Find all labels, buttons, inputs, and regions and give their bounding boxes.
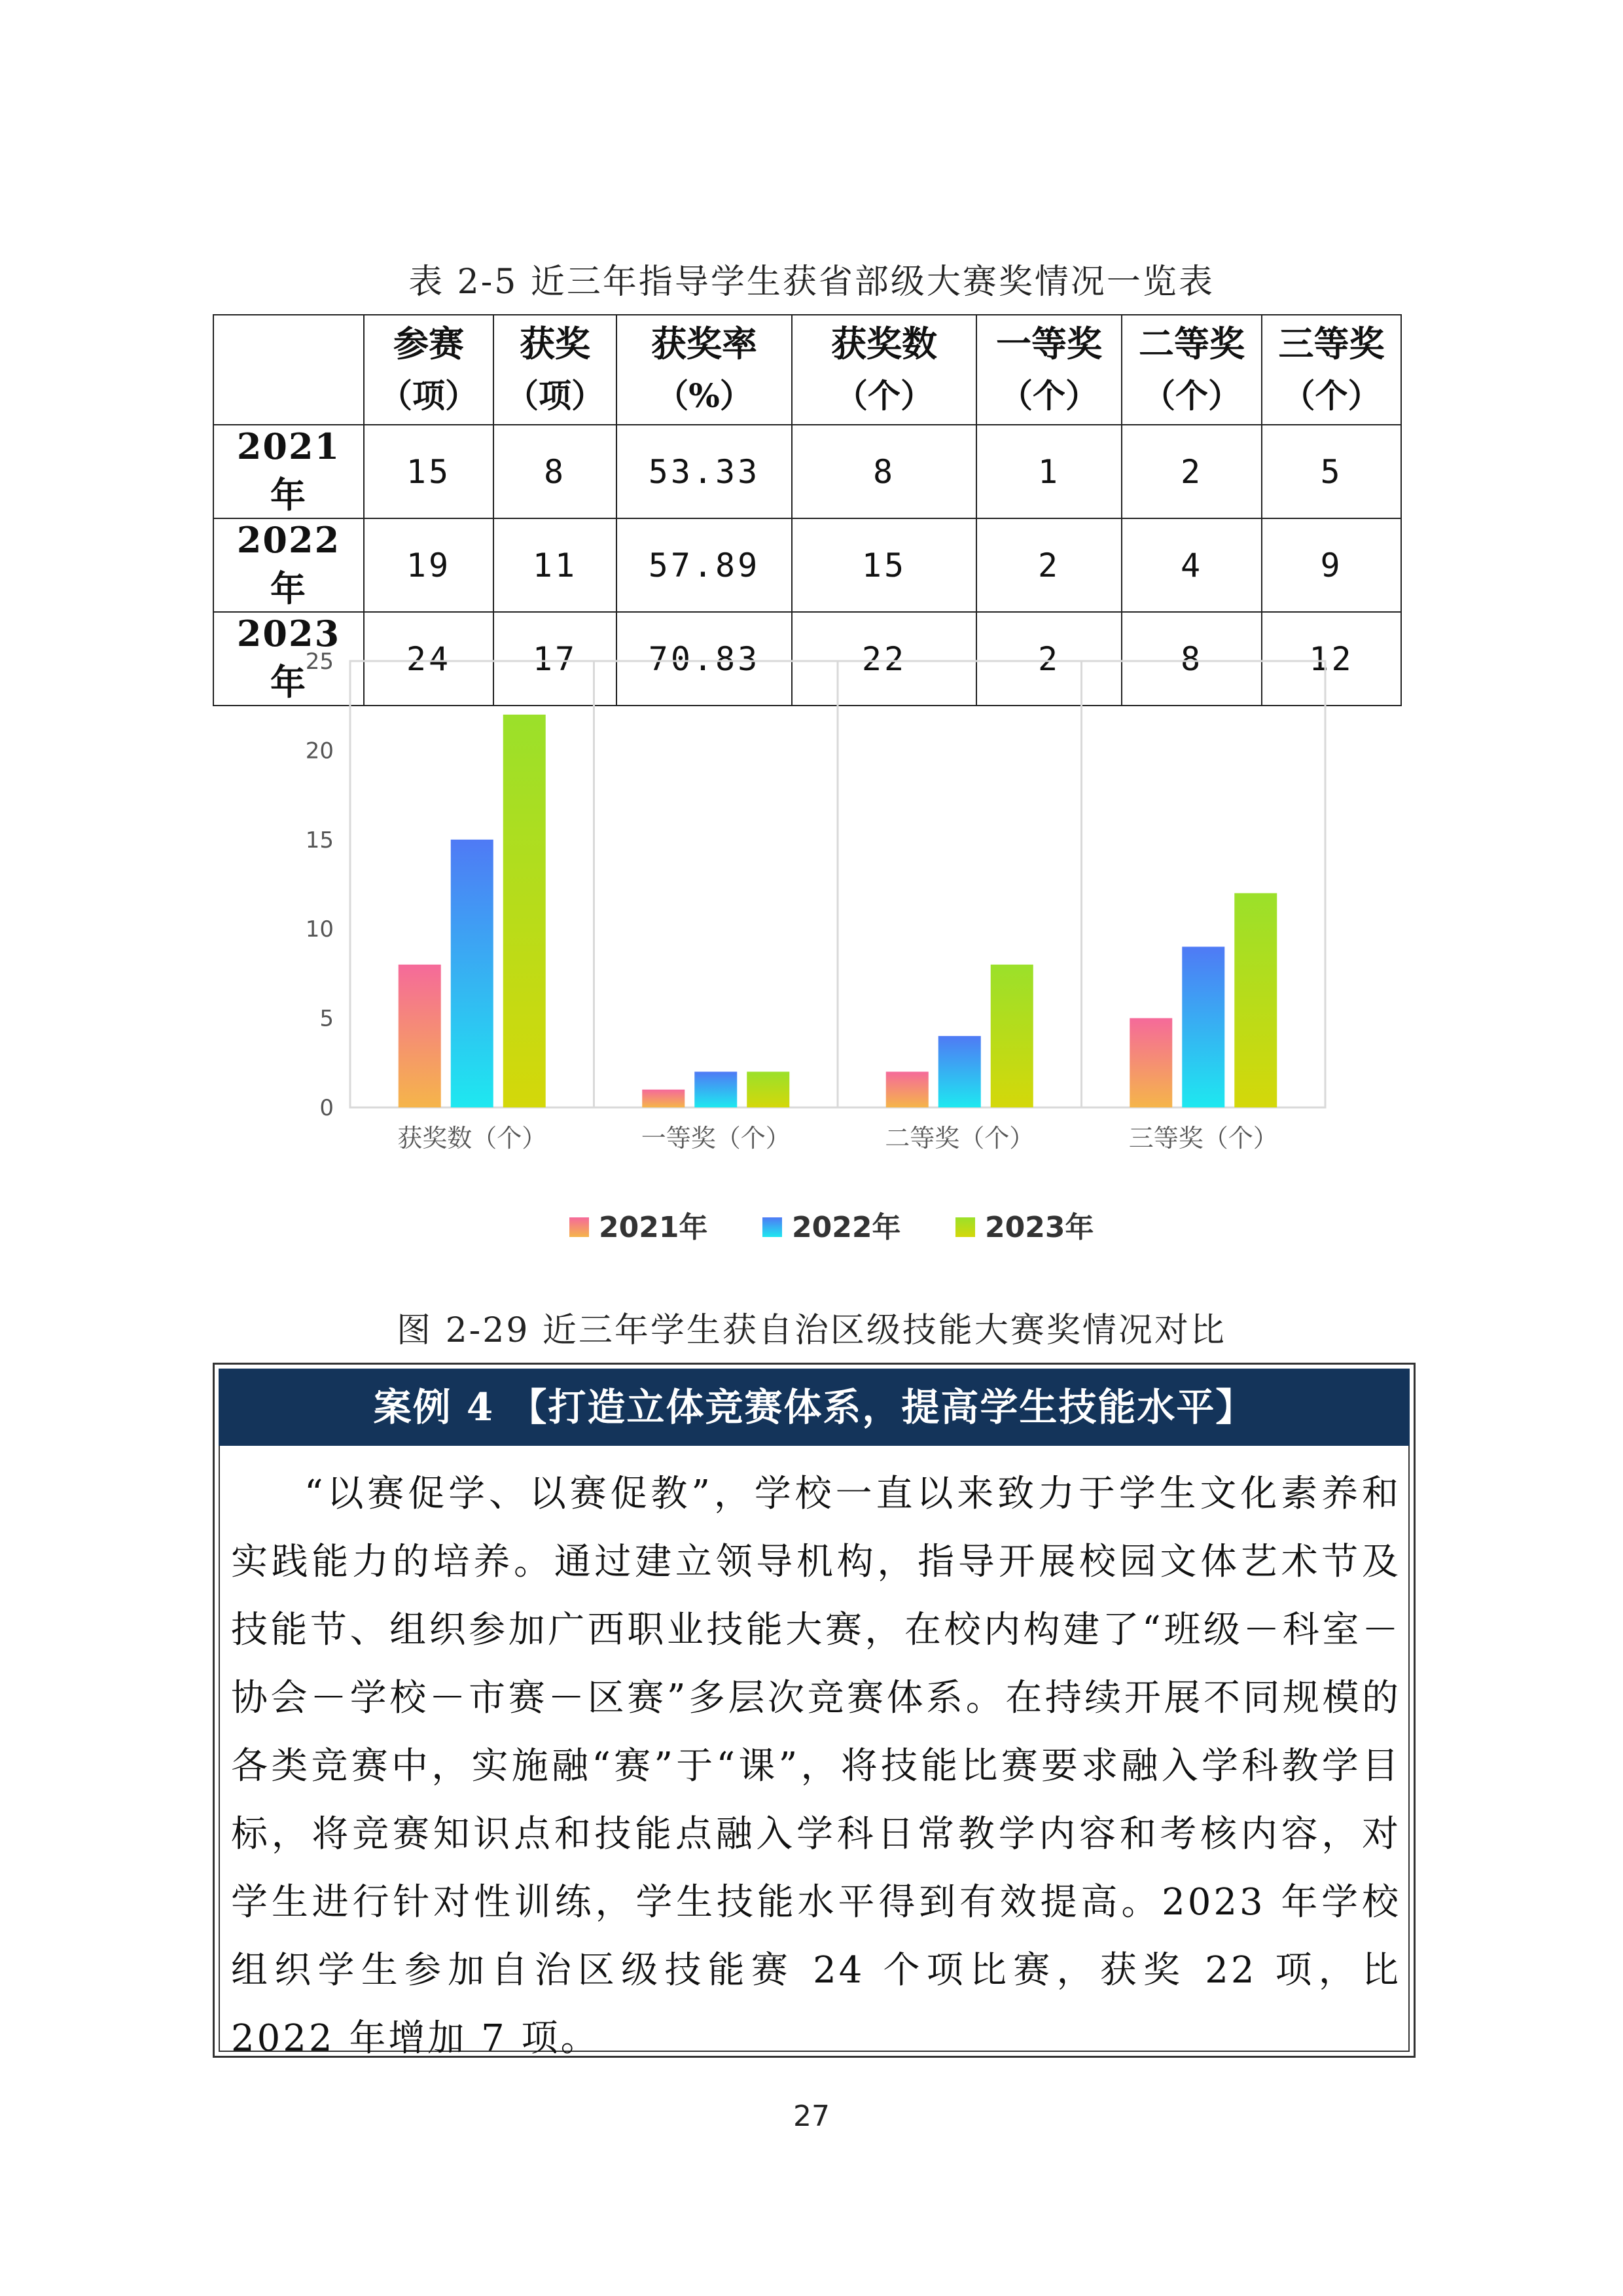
category-label: 获奖数（个） [397,1124,547,1153]
table-cell: 8 [1122,612,1262,706]
bar [503,715,546,1107]
header-unit: （个） [835,376,933,415]
header-name: 获奖数 [831,323,937,365]
table-cell: 57.89 [616,518,792,612]
category-label: 三等奖（个） [1128,1124,1278,1153]
table-cell: 8 [792,425,976,518]
header-unit: （项） [506,376,604,415]
header-cell [493,315,616,425]
row-year: 2023 年 [213,612,364,706]
header-name: 获奖 [520,323,590,365]
table-header-row [213,315,1401,425]
table-cell: 15 [364,425,493,518]
table-cell: 15 [792,518,976,612]
legend-label: 2022年 [792,1211,901,1244]
bar [1130,1018,1172,1107]
page-number: 27 [793,2100,830,2133]
table-cell: 2 [976,518,1122,612]
category-label: 一等奖（个） [641,1124,791,1153]
table-cell: 1 [976,425,1122,518]
legend-swatch [955,1217,975,1237]
table-cell: 53.33 [616,425,792,518]
row-year: 2022 年 [213,518,364,612]
table-cell: 11 [493,518,616,612]
header-unit: （项） [380,376,478,415]
y-tick-label: 20 [305,738,334,764]
legend-swatch [569,1217,589,1237]
table-cell: 24 [364,612,493,706]
y-tick-label: 10 [305,916,334,943]
header-cell [616,315,792,425]
table-caption: 表 2-5 近三年指导学生获省部级大赛奖情况一览表 [408,262,1215,302]
header-cell [1122,315,1262,425]
bar [451,840,493,1107]
table-cell: 2 [1122,425,1262,518]
table-cell: 22 [792,612,976,706]
bar [399,965,441,1107]
header-unit: （个） [1000,376,1098,415]
table-cell: 9 [1262,518,1401,612]
y-tick-label: 5 [319,1005,334,1032]
bar [642,1090,685,1107]
case-study-box [213,1363,1416,2058]
table-cell: 4 [1122,518,1262,612]
table-cell: 2 [976,612,1122,706]
case-body-text: “以赛促学、以赛促教”，学校一直以来致力于学生文化素养和实践能力的培养。通过建立领导机构，指导开展校园文体艺术节及技能节、组织参加广西职业技能大赛，在校内构建了“班级－科室－协会－学校－市赛－区赛”多层次竞赛体系。在持续开展不同规模的各类竞赛中，实施融“赛”于“课”，将技能比赛要求融入学科教学目标，将竞赛知识点和技能点融入学科日常教学内容和考核内容，对学生进行针对性训练，学生技能水平得到有效提高。2023 年学校组织学生参加自治区级技能赛 24 个项比赛，获奖 22 项，比 2022 年增加 7 项。 [231,1473,1401,2060]
bar [1182,946,1224,1107]
bar [694,1071,737,1107]
header-name: 二等奖 [1139,323,1245,365]
table-row [213,425,1401,518]
y-tick-label: 15 [305,827,334,853]
header-cell [364,315,493,425]
row-year: 2021 年 [213,425,364,518]
table-cell: 12 [1262,612,1401,706]
table-cell: 8 [493,425,616,518]
awards-bar-chart [288,641,1348,1289]
bar [886,1071,929,1107]
header-unit: （个） [1282,376,1381,415]
category-label: 二等奖（个） [885,1124,1035,1153]
figure-caption: 图 2-29 近三年学生获自治区级技能大赛奖情况对比 [397,1311,1226,1350]
legend-label: 2023年 [985,1211,1094,1244]
table-cell: 19 [364,518,493,612]
table-cell: 17 [493,612,616,706]
y-tick-label: 25 [305,649,334,675]
bar [1234,893,1277,1107]
header-cell [792,315,976,425]
header-name: 获奖率 [651,323,757,365]
header-unit: （个） [1143,376,1241,415]
bar [991,965,1033,1107]
table-row [213,518,1401,612]
header-cell [1262,315,1401,425]
bar [747,1071,789,1107]
header-name: 参赛 [393,323,464,365]
y-tick-label: 0 [319,1095,334,1121]
legend-label: 2021年 [599,1211,708,1244]
bar [938,1036,981,1107]
case-title: 案例 4 【打造立体竞赛体系，提高学生技能水平】 [219,1369,1410,1446]
header-cell [976,315,1122,425]
table-cell: 5 [1262,425,1401,518]
header-name: 一等奖 [996,323,1102,365]
legend-swatch [762,1217,782,1237]
header-name: 三等奖 [1278,323,1385,365]
header-blank-cell [213,315,364,425]
table-cell: 70.83 [616,612,792,706]
header-unit: （%） [656,376,753,415]
